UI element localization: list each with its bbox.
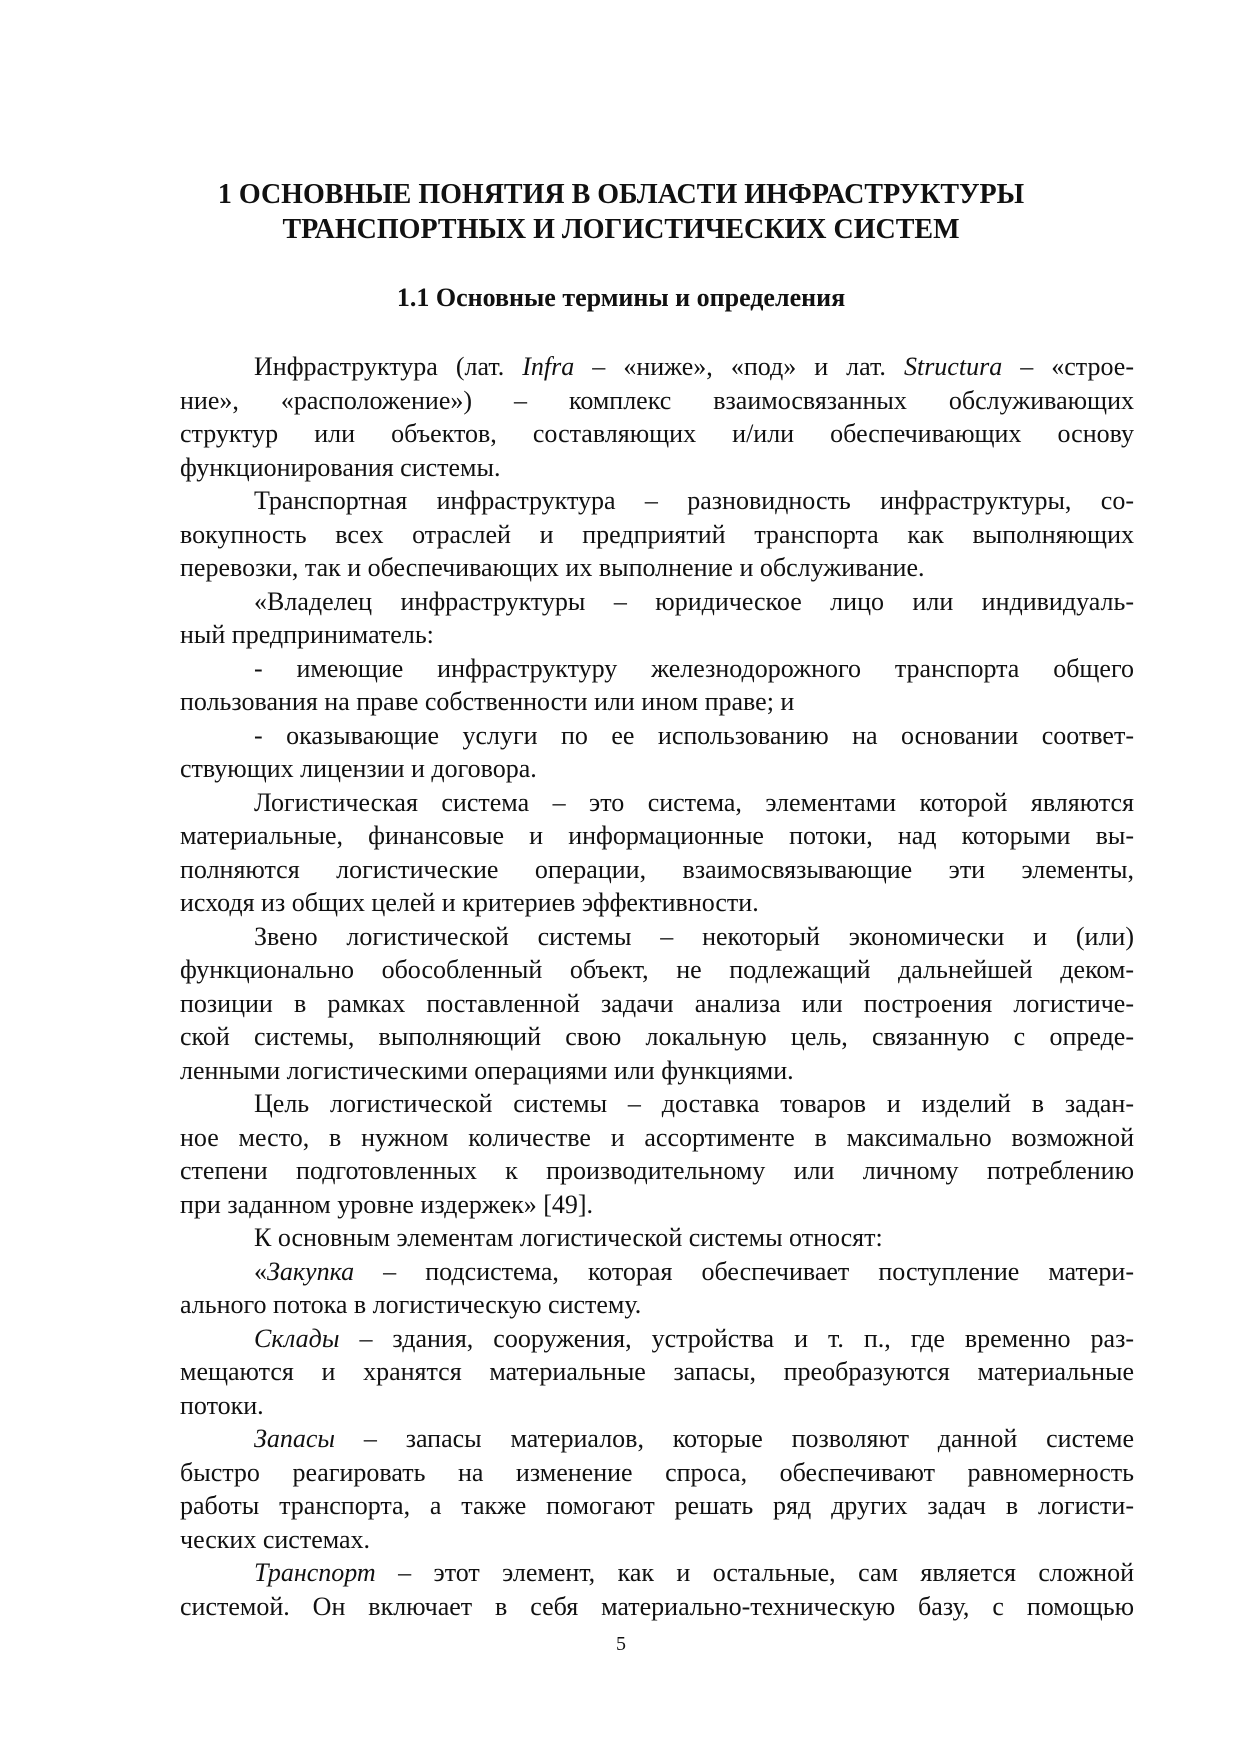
text-line — [180, 1188, 1134, 1222]
text-line — [180, 1489, 1134, 1523]
text-line — [180, 819, 1134, 853]
text-line — [180, 551, 1134, 585]
text-line — [180, 685, 1134, 719]
text-line — [180, 1121, 1134, 1155]
text-segment: при заданном уровне издержек» [49]. — [180, 1189, 594, 1219]
text-segment: позиции в рамках поставленной задачи анализа или построения логистиче- — [180, 988, 1134, 1018]
text-line — [180, 1054, 1134, 1088]
text-line — [180, 350, 1134, 384]
text-line — [180, 1590, 1134, 1624]
text-segment: мещаются и хранятся материальные запасы, преобразуются материальные — [180, 1357, 1134, 1386]
text-segment: – подсистема, которая обеспечивает поступление матери- — [354, 1256, 1134, 1286]
text-segment: перевозки, так и обеспечивающих их выполнение и обслуживание. — [180, 553, 925, 582]
text-line — [180, 1154, 1134, 1188]
text-line — [180, 1422, 1134, 1456]
text-line — [180, 1221, 1134, 1255]
text-segment: Инфраструктура (лат. — [254, 352, 523, 381]
text-segment: – «строе- — [1002, 352, 1134, 381]
text-line — [180, 1322, 1134, 1356]
text-segment: полняются логистические операции, взаимосвязывающие эти элементы, — [180, 854, 1134, 884]
text-line — [180, 1020, 1134, 1054]
text-line — [180, 1255, 1134, 1289]
text-segment: – «ниже», «под» и лат. — [574, 352, 904, 381]
text-line — [180, 719, 1134, 753]
text-line — [180, 1556, 1134, 1590]
body-text — [180, 350, 1134, 1623]
text-segment: материальные, финансовые и информационные потоки, над которыми вы- — [180, 821, 1134, 850]
text-line — [180, 1456, 1134, 1490]
text-line — [180, 987, 1134, 1021]
text-segment: ние», «расположение») – комплекс взаимосвязанных обслуживающих — [180, 385, 1134, 415]
text-segment: Транспортная инфраструктура – разновидность инфраструктуры, со- — [254, 486, 1134, 515]
text-segment: пользования на праве собственности или ином праве; и — [180, 687, 795, 716]
text-segment: быстро реагировать на изменение спроса, обеспечивают равномерность — [180, 1457, 1134, 1487]
text-line — [180, 1389, 1134, 1423]
text-segment: функционирования системы. — [180, 452, 501, 482]
text-segment: вокупность всех отраслей и предприятий транспорта как выполняющих — [180, 519, 1134, 549]
text-segment: Логистическая система – это система, элементами которой являются — [254, 787, 1134, 817]
text-segment: Цель логистической системы – доставка товаров и изделий в задан- — [254, 1089, 1134, 1118]
text-line — [180, 786, 1134, 820]
text-segment: исходя из общих целей и критериев эффективности. — [180, 888, 759, 917]
text-line — [180, 585, 1134, 619]
text-line — [180, 451, 1134, 485]
chapter-title-line-2: ТРАНСПОРТНЫХ И ЛОГИСТИЧЕСКИХ СИСТЕМ — [282, 214, 960, 245]
text-line — [180, 1087, 1134, 1121]
text-segment: ской системы, выполняющий свою локальную цель, связанную с опреде- — [180, 1022, 1134, 1051]
text-segment: степени подготовленных к производительному или личному потреблению — [180, 1156, 1134, 1185]
text-segment: К основным элементам логистической системы относят: — [254, 1223, 883, 1252]
text-line — [180, 1355, 1134, 1389]
text-segment: – здания, сооружения, устройства и т. п., где временно раз- — [339, 1323, 1134, 1353]
text-segment: – запасы материалов, которые позволяют данной системе — [335, 1424, 1134, 1453]
text-segment: функционально обособленный объект, не подлежащий дальнейшей деком- — [180, 955, 1134, 984]
text-line — [180, 652, 1134, 686]
page-number: 5 — [616, 1633, 626, 1655]
text-line — [180, 1288, 1134, 1322]
text-line — [180, 752, 1134, 786]
text-segment: структур или объектов, составляющих и/или обеспечивающих основу — [180, 419, 1134, 448]
text-line — [180, 953, 1134, 987]
text-line — [180, 618, 1134, 652]
italic-term: Склады — [254, 1323, 340, 1353]
text-line — [180, 484, 1134, 518]
text-segment: системой. Он включает в себя материально-техническую базу, с помощью — [180, 1591, 1134, 1621]
text-segment: - имеющие инфраструктуру железнодорожного транспорта общего — [254, 653, 1134, 683]
text-segment: ческих системах. — [180, 1524, 371, 1554]
text-segment: потоки. — [180, 1390, 264, 1420]
text-segment: ный предприниматель: — [180, 620, 434, 649]
text-segment: работы транспорта, а также помогают решать ряд других задач в логисти- — [180, 1491, 1134, 1520]
section-title: 1.1 Основные термины и определения — [396, 283, 846, 312]
text-segment: ное место, в нужном количестве и ассортименте в максимально возможной — [180, 1122, 1134, 1152]
text-line — [180, 853, 1134, 887]
text-line — [180, 886, 1134, 920]
text-segment: ального потока в логистическую систему. — [180, 1290, 642, 1319]
text-line — [180, 417, 1134, 451]
chapter-title-line-1: 1 ОСНОВНЫЕ ПОНЯТИЯ В ОБЛАСТИ ИНФРАСТРУКТУРЫ — [217, 179, 1025, 210]
italic-term: Закупка — [267, 1256, 355, 1286]
italic-term: Транспорт — [254, 1558, 376, 1587]
italic-term: Запасы — [254, 1424, 336, 1453]
text-segment: – этот элемент, как и остальные, сам является сложной — [375, 1558, 1134, 1587]
text-line — [180, 1523, 1134, 1557]
text-line — [180, 920, 1134, 954]
text-segment: - оказывающие услуги по ее использованию на основании соответ- — [254, 720, 1134, 750]
italic-term: Structura — [903, 352, 1003, 381]
text-segment: « — [254, 1256, 267, 1286]
text-segment: ленными логистическими операциями или функциями. — [180, 1055, 794, 1085]
text-segment: «Владелец инфраструктуры – юридическое лицо или индивидуаль- — [254, 586, 1134, 616]
text-line — [180, 384, 1134, 418]
text-segment: ствующих лицензии и договора. — [180, 754, 537, 783]
text-segment: Звено логистической системы – некоторый экономически и (или) — [254, 921, 1134, 951]
italic-term: Infra — [522, 352, 575, 381]
text-line — [180, 518, 1134, 552]
